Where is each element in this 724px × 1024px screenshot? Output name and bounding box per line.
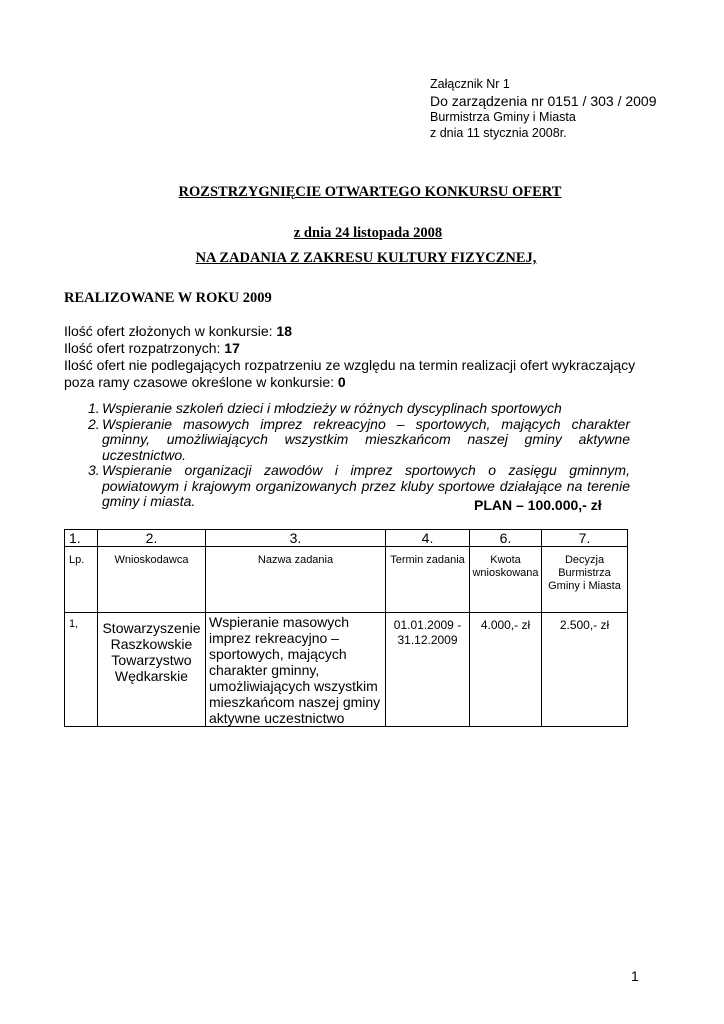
document-title: ROZSTRZYGNIĘCIE OTWARTEGO KONKURSU OFERT bbox=[178, 184, 562, 200]
attachment-header bbox=[430, 77, 657, 141]
task-text: Wspieranie organizacji zawodów i imprez sportowych o zasięgu gminnym, powiatowym i krajowym organizowanych przez kluby sportowe działające na terenie gminy i miasta. bbox=[102, 462, 630, 509]
task-text: Wspieranie masowych imprez rekreacyjno – sportowych, mających charakter gminny, umożliwiających wszystkim mieszkańcom naszej gminy aktywne uczestnictwo. bbox=[102, 415, 630, 463]
row-task-name: Wspieranie masowych imprez rekreacyjno – sportowych, mających charakter gminny, umożliwiających wszystkim mieszkańcom naszej gminy aktywne uczestnictwo bbox=[206, 613, 386, 727]
page-number: 1 bbox=[631, 968, 639, 984]
plan-amount: PLAN – 100.000,- zł bbox=[474, 497, 602, 513]
task-number: 3. bbox=[88, 462, 100, 478]
submitted-count-line bbox=[64, 323, 644, 340]
resolution-date: z dnia 24 listopada 2008 bbox=[293, 225, 443, 241]
column-number: 7. bbox=[542, 530, 628, 547]
offer-counts bbox=[64, 323, 644, 391]
row-decision-amount: 2.500,- zł bbox=[542, 613, 628, 727]
task-number: 2. bbox=[88, 415, 100, 432]
column-header-row bbox=[65, 547, 628, 613]
row-lp: 1, bbox=[65, 613, 98, 727]
scope-heading: NA ZADANIA Z ZAKRESU KULTURY FIZYCZNEJ, bbox=[195, 250, 537, 266]
year-heading: REALIZOWANE W ROKU 2009 bbox=[64, 290, 272, 306]
task-item bbox=[88, 417, 630, 464]
column-number: 1. bbox=[65, 530, 98, 547]
submitted-count-value: 18 bbox=[276, 323, 292, 339]
column-header-lp: Lp. bbox=[65, 547, 98, 613]
submitted-count-label: Ilość ofert złożonych w konkursie: bbox=[64, 323, 273, 339]
authority-label: Burmistrza Gminy i Miasta bbox=[430, 110, 576, 125]
row-term: 01.01.2009 - 31.12.2009 bbox=[386, 613, 470, 727]
row-requested-amount: 4.000,- zł bbox=[470, 613, 542, 727]
reviewed-count-line bbox=[64, 340, 644, 357]
regulation-reference: Do zarządzenia nr 0151 / 303 / 2009 bbox=[430, 92, 657, 109]
column-number: 3. bbox=[206, 530, 386, 547]
row-applicant: Stowarzyszenie Raszkowskie Towarzystwo Wędkarskie bbox=[98, 613, 206, 727]
column-header-applicant: Wnioskodawca bbox=[98, 547, 206, 613]
excluded-count-line bbox=[64, 357, 644, 391]
column-number-row bbox=[65, 530, 628, 547]
column-header-requested: Kwota wnioskowana bbox=[470, 547, 542, 613]
column-header-term: Termin zadania bbox=[386, 547, 470, 613]
column-number: 6. bbox=[470, 530, 542, 547]
column-number: 2. bbox=[98, 530, 206, 547]
table-row bbox=[65, 613, 628, 727]
task-item bbox=[88, 401, 630, 417]
column-number: 4. bbox=[386, 530, 470, 547]
attachment-label: Załącznik Nr 1 bbox=[430, 77, 510, 91]
column-header-task-name: Nazwa zadania bbox=[206, 547, 386, 613]
task-text: Wspieranie szkoleń dzieci i młodzieży w różnych dyscyplinach sportowych bbox=[102, 400, 562, 416]
task-list bbox=[88, 401, 630, 510]
excluded-count-label: Ilość ofert nie podlegających rozpatrzeniu ze względu na termin realizacji ofert wykraczający poza ramy czasowe określone w konkursie: bbox=[64, 357, 636, 390]
reviewed-count-value: 17 bbox=[224, 340, 240, 356]
reviewed-count-label: Ilość ofert rozpatrzonych: bbox=[64, 340, 221, 356]
column-header-decision: Decyzja Burmistrza Gminy i Miasta bbox=[542, 547, 628, 613]
regulation-date: z dnia 11 stycznia 2008r. bbox=[430, 125, 567, 140]
task-number: 1. bbox=[88, 400, 100, 416]
excluded-count-value: 0 bbox=[337, 374, 346, 390]
offers-table bbox=[64, 529, 628, 727]
